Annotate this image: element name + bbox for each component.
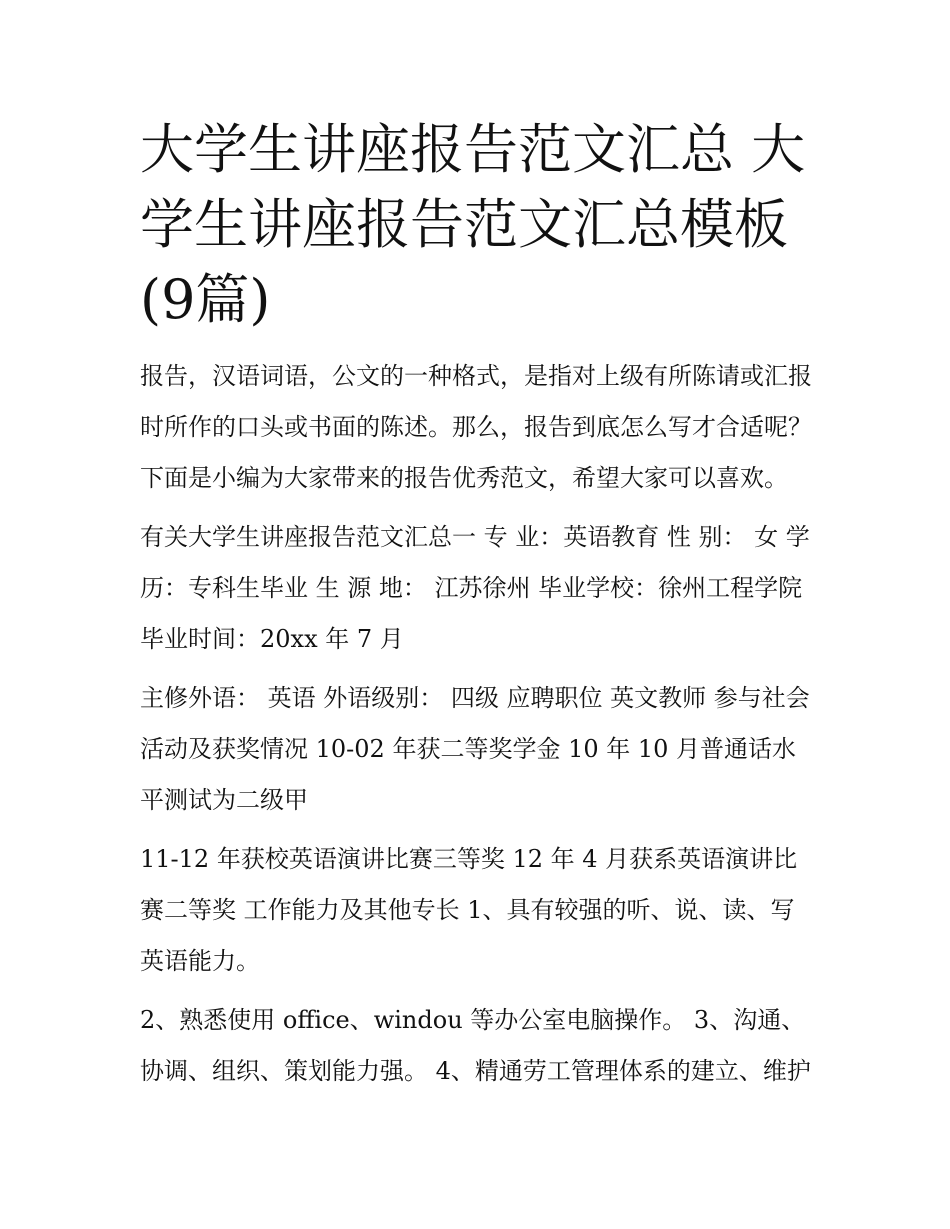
paragraph-language-awards: 主修外语： 英语 外语级别： 四级 应聘职位 英文教师 参与社会活动及获奖情况 10-02 年获二等奖学金 10 年 10 月普通话水平测试为二级甲 [140,684,810,814]
paragraph-intro: 报告，汉语词语，公文的一种格式，是指对上级有所陈请或汇报时所作的口头或书面的陈述。那么，报告到底怎么写才合适呢？下面是小编为大家带来的报告优秀范文，希望大家可以喜欢。 [140,362,812,492]
paragraph-profile: 有关大学生讲座报告范文汇总一 专 业：英语教育 性 别： 女 学 历：专科生毕业 生 源 地： 江苏徐州 毕业学校：徐州工程学院 毕业时间：20xx 年 7 月 [140,523,810,653]
paragraph-abilities: 2、熟悉使用 office、windou 等办公室电脑操作。 3、沟通、协调、组织、策划能力强。 4、精通劳工管理体系的建立、维护 [140,1006,811,1085]
document-title: 大学生讲座报告范文汇总 大学生讲座报告范文汇总模板(9篇) [140,118,806,331]
document-body [140,351,815,1097]
document-content [140,112,815,1097]
paragraph-awards-skills: 11-12 年获校英语演讲比赛三等奖 12 年 4 月获系英语演讲比赛二等奖 工作能力及其他专长 1、具有较强的听、说、读、写英语能力。 [140,845,798,975]
